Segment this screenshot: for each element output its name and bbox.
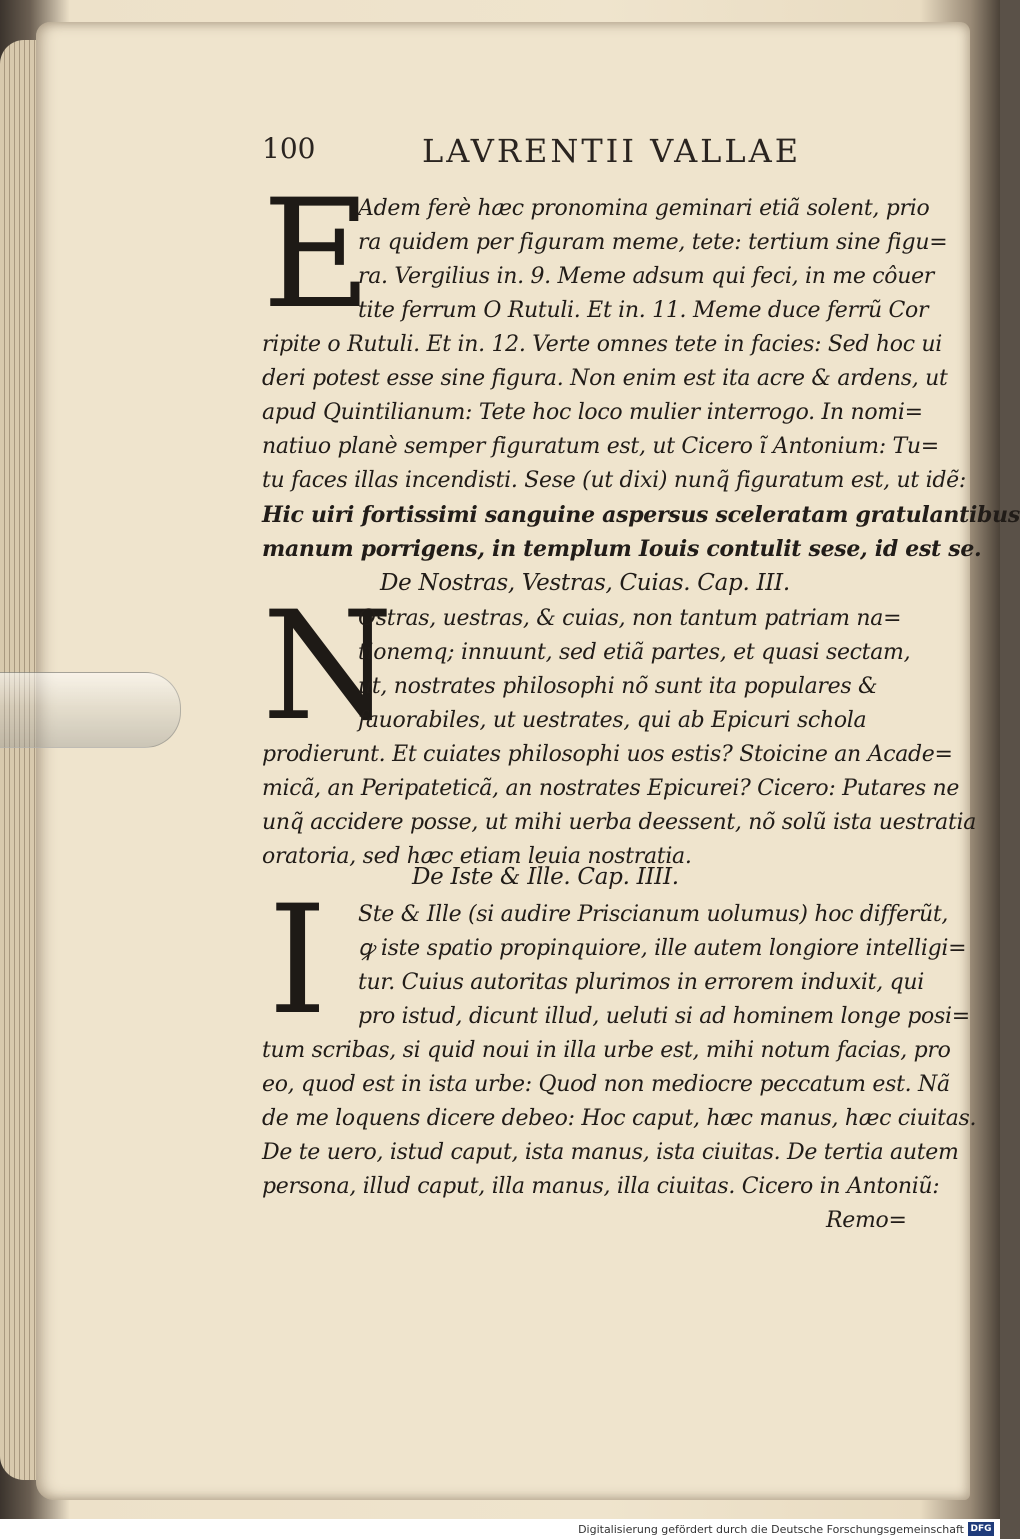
text-line: ꝙ iste spatio propinquiore, ille autem longiore intelligi= bbox=[358, 936, 967, 961]
text-line: tite ferrum O Rutuli. Et in. 11. Meme duce ferrũ Cor bbox=[358, 298, 929, 323]
drop-cap-e: E bbox=[262, 168, 372, 342]
text-line: Hic uiri fortissimi sanguine aspersus sceleratam gratulantibus bbox=[262, 502, 1020, 528]
catchword: Remo= bbox=[826, 1208, 907, 1233]
page-number: 100 bbox=[262, 132, 316, 165]
text-line: De te uero, istud caput, ista manus, ista ciuitas. De tertia autem bbox=[262, 1140, 959, 1165]
text-line: persona, illud caput, illa manus, illa ciuitas. Cicero in Antoniũ: bbox=[262, 1174, 940, 1199]
text-line: tum scribas, si quid noui in illa urbe est, mihi notum facias, pro bbox=[262, 1038, 951, 1063]
text-line: apud Quintilianum: Tete hoc loco mulier interrogo. In nomi= bbox=[262, 400, 923, 425]
text-line: ut, nostrates philosophi nõ sunt ita populares & bbox=[358, 674, 878, 699]
text-line: prodierunt. Et cuiates philosophi uos estis? Stoicine an Acade= bbox=[262, 742, 953, 767]
text-line: manum porrigens, in templum Iouis contulit sese, id est se. bbox=[262, 536, 982, 562]
text-line: Ste & Ille (si audire Priscianum uolumus) hoc differũt, bbox=[358, 902, 949, 927]
text-line: micã, an Peripateticã, an nostrates Epicurei? Cicero: Putares ne bbox=[262, 776, 960, 801]
text-line: ra. Vergilius in. 9. Meme adsum qui feci, in me côuer bbox=[358, 264, 935, 289]
text-line: ripite o Rutuli. Et in. 12. Verte omnes tete in facies: Sed hoc ui bbox=[262, 332, 943, 357]
text-line: deri potest esse sine figura. Non enim est ita acre & ardens, ut bbox=[262, 366, 948, 391]
text-line: Ostras, uestras, & cuias, non tantum patriam na= bbox=[358, 606, 902, 631]
text-line: tur. Cuius autoritas plurimos in errorem induxit, qui bbox=[358, 970, 924, 995]
page-header bbox=[262, 132, 922, 172]
chapter-heading: De Iste & Ille. Cap. IIII. bbox=[412, 864, 679, 890]
text-line: pro istud, dicunt illud, ueluti si ad hominem longe posi= bbox=[358, 1004, 970, 1029]
chapter-heading: De Nostras, Vestras, Cuias. Cap. III. bbox=[380, 570, 790, 596]
text-line: eo, quod est in ista urbe: Quod non mediocre peccatum est. Nã bbox=[262, 1072, 950, 1097]
text-line: tionemq; innuunt, sed etiã partes, et quasi sectam, bbox=[358, 640, 911, 665]
text-line: natiuo planè semper figuratum est, ut Cicero ĩ Antonium: Tu= bbox=[262, 434, 939, 459]
dfg-logo: DFG bbox=[968, 1522, 994, 1536]
text-line: tu faces illas incendisti. Sese (ut dixi) nunq̃ figuratum est, ut idẽ: bbox=[262, 468, 967, 493]
text-line: ra quidem per figuram meme, tete: tertium sine figu= bbox=[358, 230, 948, 255]
drop-cap-i: I bbox=[268, 874, 328, 1048]
text-line: unq̃ accidere posse, ut mihi uerba deessent, nõ solũ ista uestratia bbox=[262, 810, 977, 835]
text-line: fauorabiles, ut uestrates, qui ab Epicuri schola bbox=[358, 708, 867, 733]
funding-credit: Digitalisierung gefördert durch die Deutsche Forschungsgemeinschaft bbox=[578, 1523, 964, 1536]
text-line: oratoria, sed hæc etiam leuia nostratia. bbox=[262, 844, 692, 869]
text-line: de me loquens dicere debeo: Hoc caput, hæc manus, hæc ciuitas. bbox=[262, 1106, 977, 1131]
footer-bar bbox=[0, 1519, 1000, 1539]
running-head: LAVRENTII VALLAE bbox=[422, 132, 802, 170]
book-clip bbox=[0, 672, 181, 748]
text-line: Adem ferè hæc pronomina geminari etiã solent, prio bbox=[358, 196, 930, 221]
drop-cap-n: N bbox=[262, 580, 394, 754]
